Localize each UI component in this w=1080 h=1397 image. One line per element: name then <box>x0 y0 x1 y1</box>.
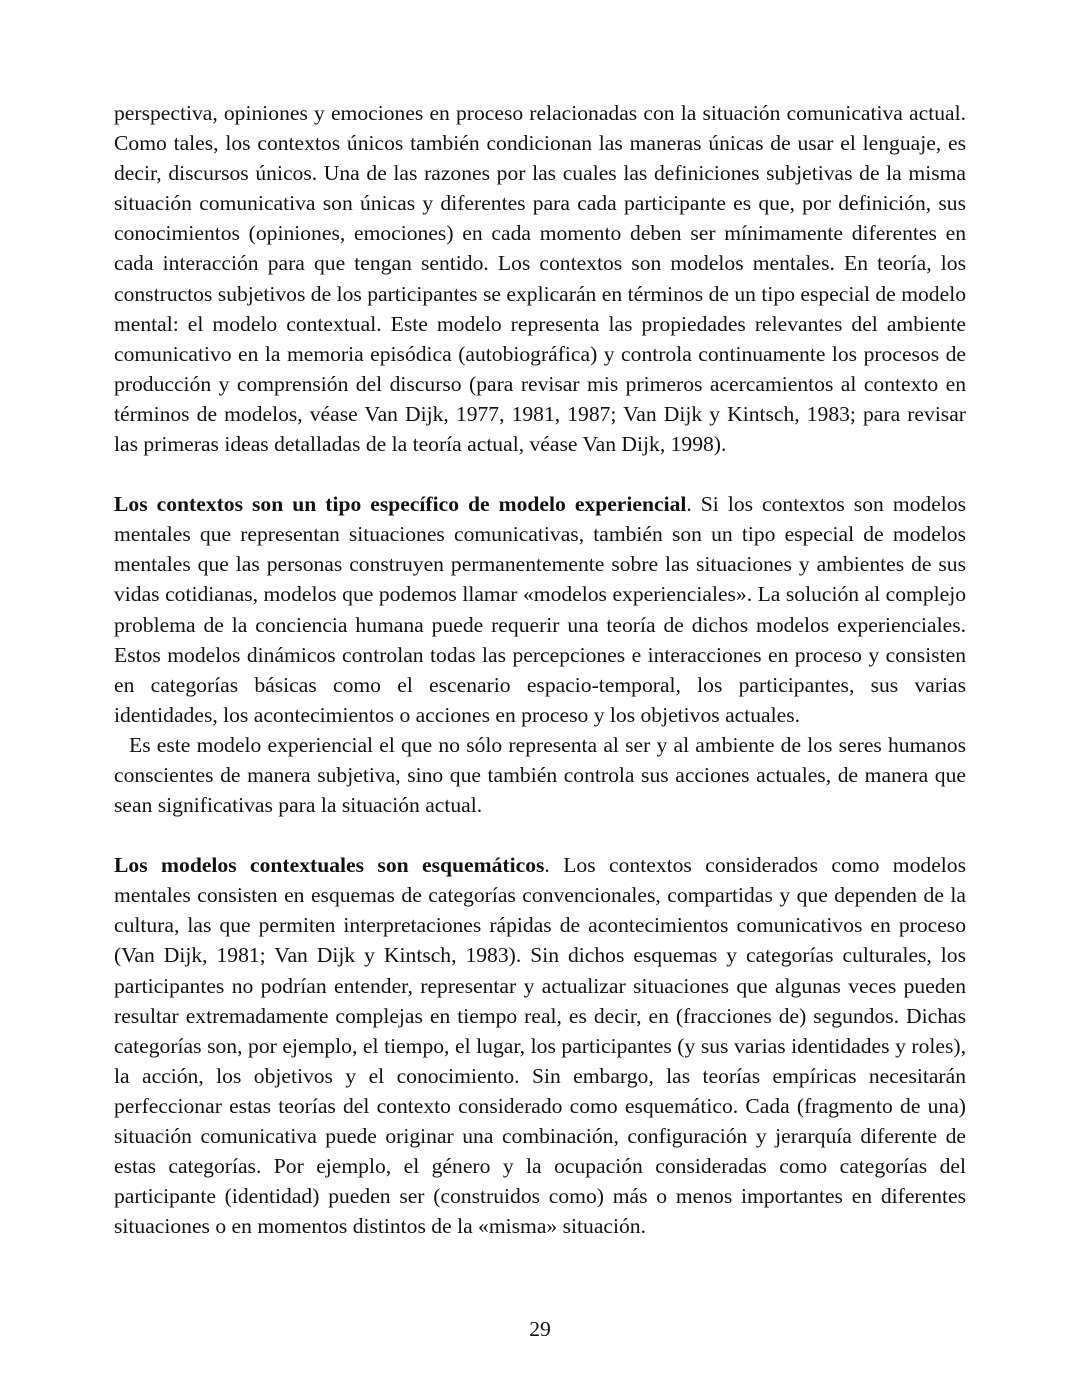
paragraph-2-text: . Si los contextos son modelos mentales que representan situaciones comunicativas, también son un tipo especial de modelos mentales que las personas construyen permanentemente sobre las situaciones y ambientes de sus vidas cotidianas, modelos que podemos llamar «modelos experienciales». La solución al complejo problema de la conciencia humana puede requerir una teoría de dichos modelos experienciales. Estos modelos dinámicos controlan todas las percepciones e interacciones en proceso y consisten en categorías básicas como el escenario espacio-temporal, los participantes, sus varias identidades, los acontecimientos o acciones en proceso y los objetivos actuales. <box>114 492 966 727</box>
paragraph-4-text: . Los contextos considerados como modelos mentales consisten en esquemas de categorías convencionales, compartidas y que dependen de la cultura, las que permiten interpretaciones rápidas de acontecimientos comunicativos en proceso (Van Dijk, 1981; Van Dijk y Kintsch, 1983). Sin dichos esquemas y categorías culturales, los participantes no podrían entender, representar y actualizar situaciones que algunas veces pueden resultar extremadamente complejas en tiempo real, es decir, en (fracciones de) segundos. Dichas categorías son, por ejemplo, el tiempo, el lugar, los participantes (y sus varias identidades y roles), la acción, los objetivos y el conocimiento. Sin embargo, las teorías empíricas necesitarán perfeccionar estas teorías del contexto considerado como esquemático. Cada (fragmento de una) situación comunicativa puede originar una combinación, configuración y jerarquía diferente de estas categorías. Por ejemplo, el género y la ocupación consideradas como categorías del participante (identidad) pueden ser (construidos como) más o menos importantes en diferentes situaciones o en momentos distintos de la «misma» situación. <box>114 853 966 1239</box>
text-column <box>114 98 966 1241</box>
paragraph-3-text: Es este modelo experiencial el que no sólo representa al ser y al ambiente de los seres humanos conscientes de manera subjetiva, sino que también controla sus acciones actuales, de manera que sean significativas para la situación actual. <box>114 732 966 818</box>
paragraph-1-text: perspectiva, opiniones y emociones en proceso relacionadas con la situación comunicativa actual. Como tales, los contextos únicos también condicionan las maneras únicas de usar el lenguaje, es decir, discursos únicos. Una de las razones por las cuales las definiciones subjetivas de la misma situación comunicativa son únicas y diferentes para cada participante es que, por definición, sus conocimientos (opiniones, emociones) en cada momento deben ser mínimamente diferentes en cada interacción para que tengan sentido. Los contextos son modelos mentales. En teoría, los constructos subjetivos de los participantes se explicarán en términos de un tipo especial de modelo mental: el modelo contextual. Este modelo representa las propiedades relevantes del ambiente comunicativo en la memoria episódica (autobiográfica) y controla continuamente los procesos de producción y comprensión del discurso (para revisar mis primeros acercamientos al contexto en términos de modelos, véase Van Dijk, 1977, 1981, 1987; Van Dijk y Kintsch, 1983; para revisar las primeras ideas detalladas de la teoría actual, véase Van Dijk, 1998). <box>114 101 966 457</box>
paragraph-1 <box>114 98 966 459</box>
paragraph-3 <box>114 730 966 820</box>
paragraph-2 <box>114 489 966 730</box>
paragraph-4 <box>114 850 966 1241</box>
paragraph-4-lead-bold: Los modelos contextuales son esquemáticos <box>114 853 545 878</box>
page-number: 29 <box>529 1317 551 1341</box>
paragraph-2-lead-bold: Los contextos son un tipo específico de modelo experiencial <box>114 492 687 517</box>
